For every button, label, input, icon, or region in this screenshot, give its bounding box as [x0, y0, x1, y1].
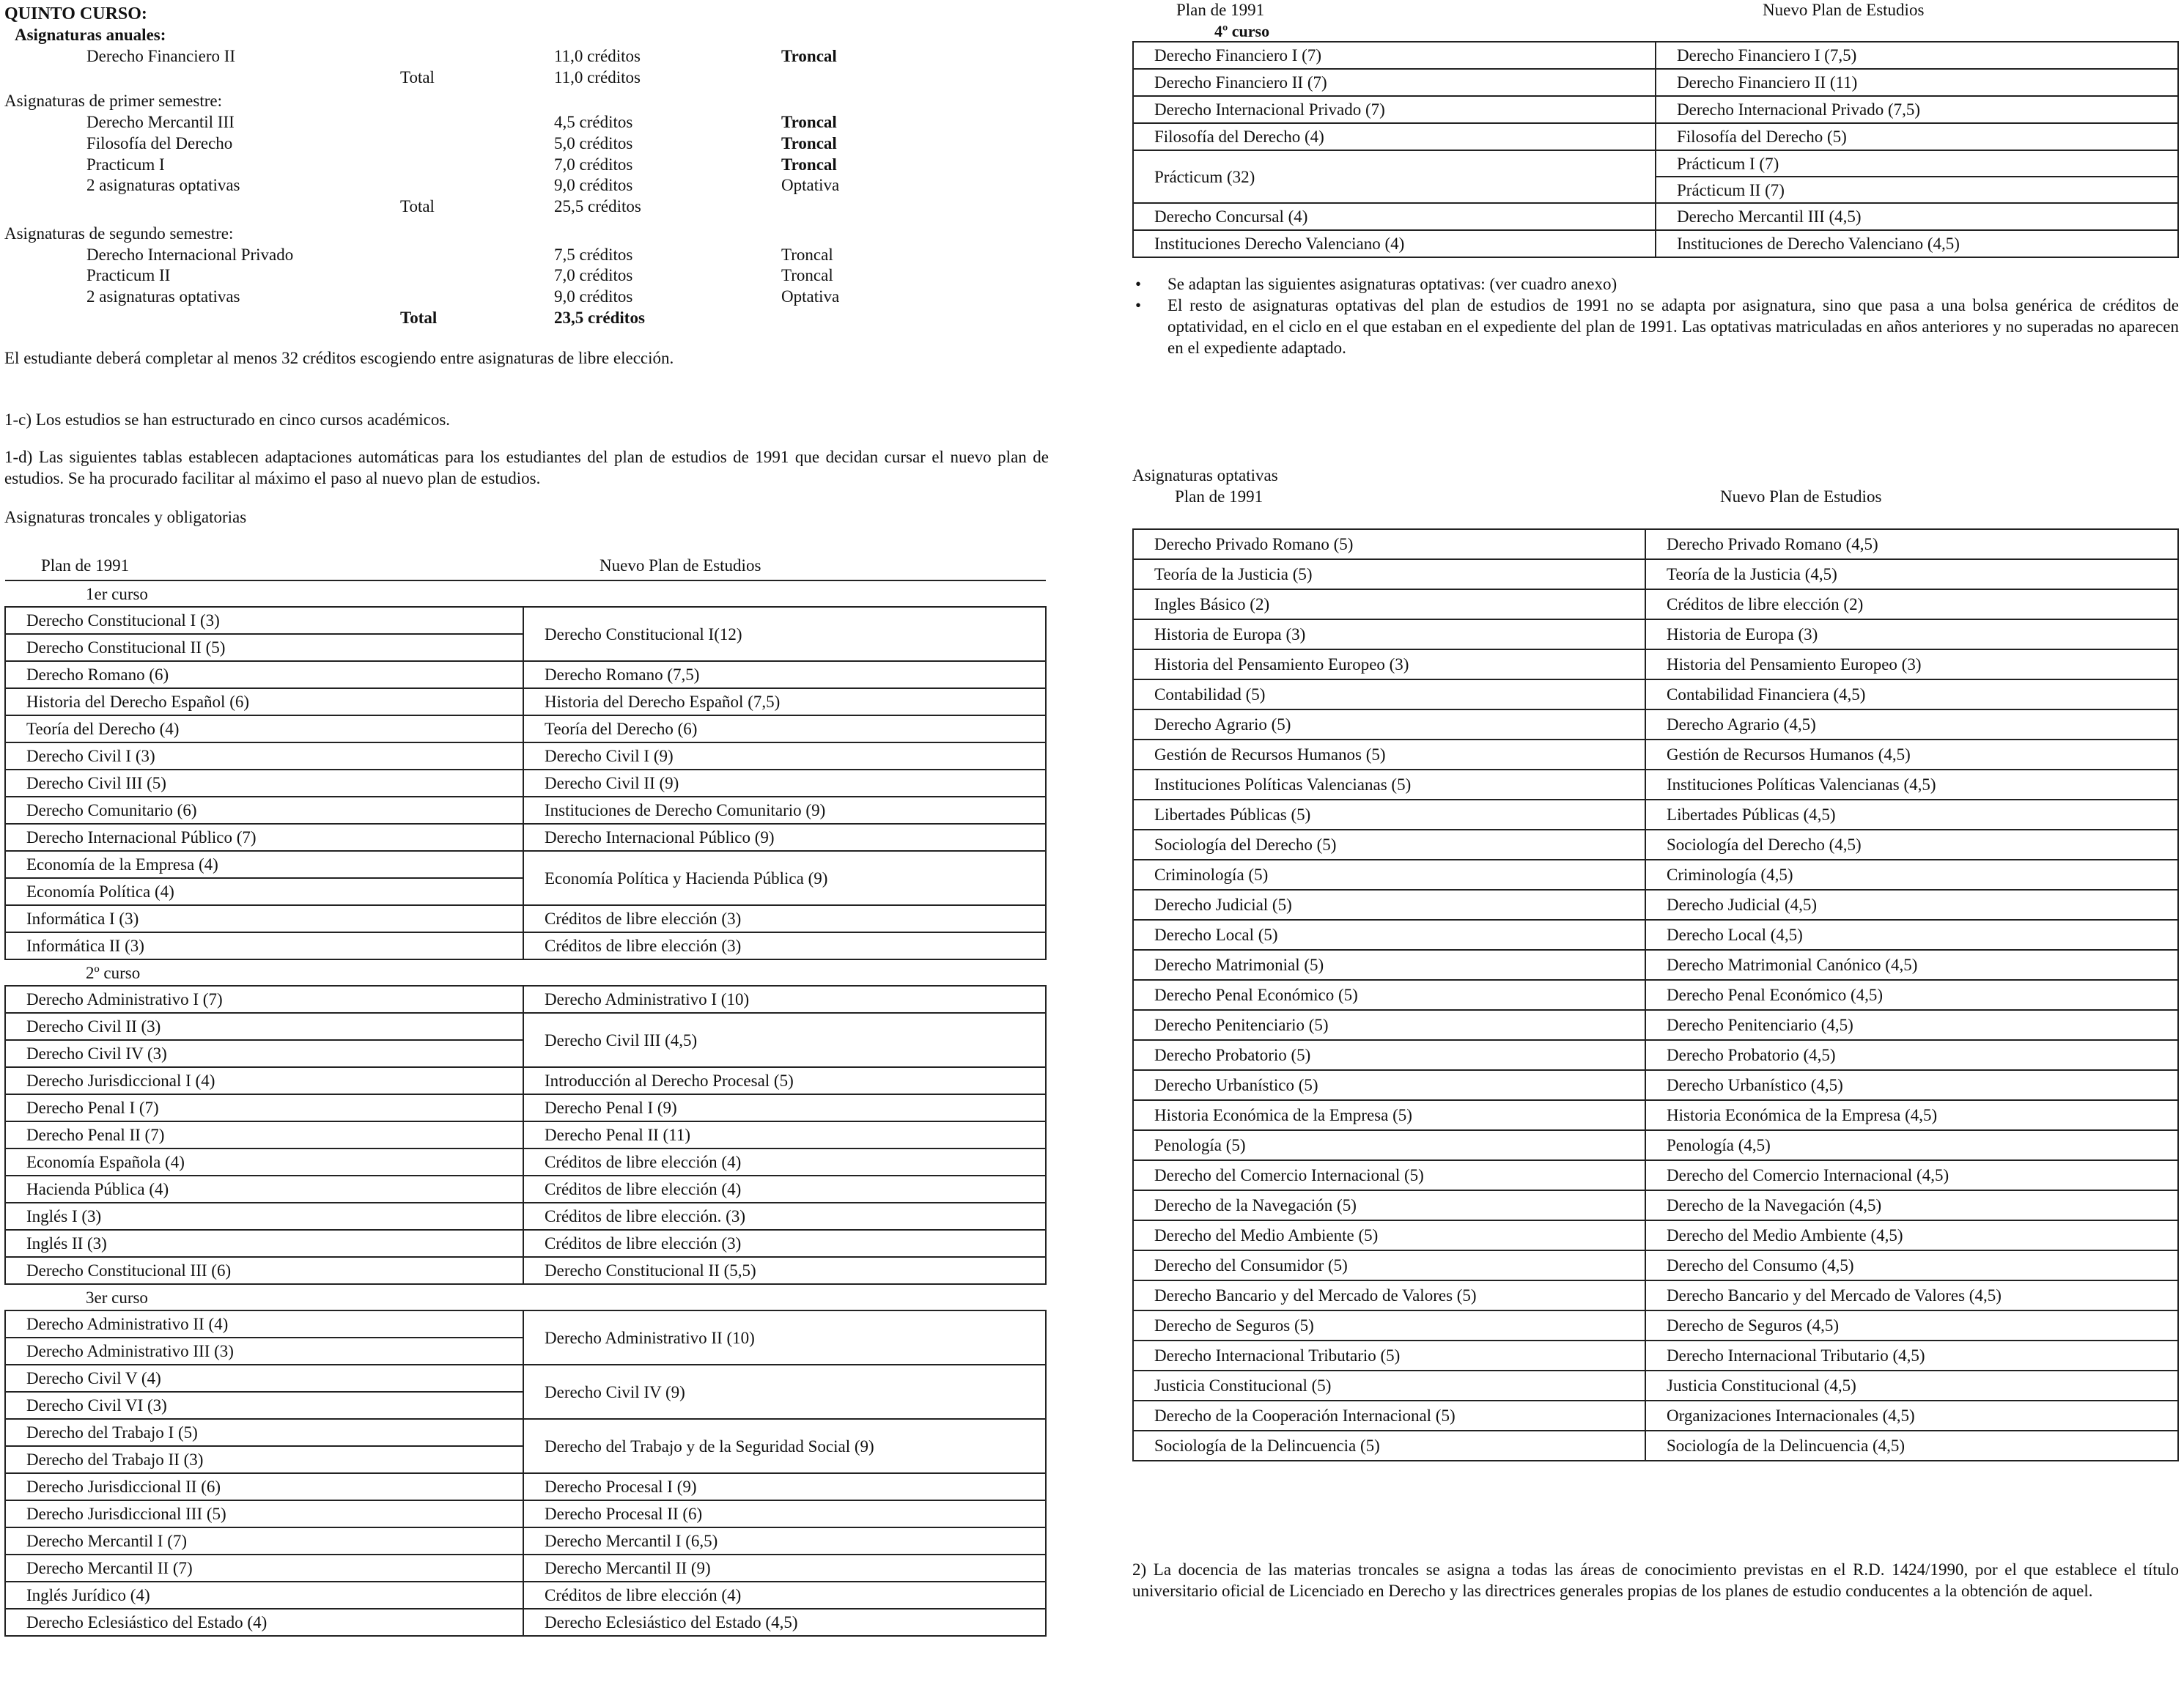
- course-name: Practicum II: [86, 266, 171, 285]
- new-subject: Derecho Mercantil III (4,5): [1656, 203, 2178, 230]
- old-subject: Derecho del Medio Ambiente (5): [1133, 1220, 1645, 1250]
- old-subject: Derecho Judicial (5): [1133, 890, 1645, 920]
- segundo-list: [4, 245, 1049, 308]
- new-subject: Historia de Europa (3): [1645, 619, 2178, 649]
- course-type: Troncal: [781, 245, 833, 264]
- table-row: [5, 1230, 1046, 1257]
- table-row: [5, 1609, 1046, 1636]
- old-subject: Inglés II (3): [5, 1230, 523, 1257]
- new-subject: Instituciones de Derecho Valenciano (4,5): [1656, 230, 2178, 257]
- old-subject: Instituciones Políticas Valencianas (5): [1133, 770, 1645, 800]
- course-type: Troncal: [781, 155, 837, 174]
- table-row: [1133, 649, 2178, 679]
- table-row: [5, 1527, 1046, 1555]
- header-new-plan: Nuevo Plan de Estudios: [600, 556, 761, 575]
- left-column: [4, 0, 1049, 1637]
- new-subject: Derecho del Comercio Internacional (4,5): [1645, 1160, 2178, 1190]
- new-subject: Derecho Privado Romano (4,5): [1645, 529, 2178, 559]
- table-row: [1133, 950, 2178, 980]
- table-row: [5, 1500, 1046, 1527]
- new-subject: Justicia Constitucional (4,5): [1645, 1371, 2178, 1401]
- course-row: [4, 245, 1049, 266]
- new-subject: Derecho Constitucional I(12): [523, 607, 1046, 661]
- course-row: [4, 175, 1049, 196]
- table-row: [1133, 69, 2178, 96]
- course-credits: 7,0 créditos: [554, 266, 633, 285]
- course-credits: 5,0 créditos: [554, 133, 633, 152]
- libre-eleccion-note: El estudiante deberá completar al menos 32 créditos escogiendo entre asignaturas de libre elección.: [4, 348, 674, 367]
- new-subject: Derecho Urbanístico (4,5): [1645, 1070, 2178, 1100]
- old-subject: Derecho Mercantil I (7): [5, 1527, 523, 1555]
- old-subject: Derecho Penal II (7): [5, 1121, 523, 1148]
- anuales-label: Asignaturas anuales:: [15, 26, 166, 44]
- new-subject: Derecho Internacional Tributario (4,5): [1645, 1341, 2178, 1371]
- table-row: [5, 688, 1046, 715]
- total-credits: 23,5 créditos: [554, 308, 645, 327]
- old-subject: Derecho Administrativo II (4): [5, 1310, 523, 1338]
- table-row: [5, 1013, 1046, 1040]
- new-subject: Teoría del Derecho (6): [523, 715, 1046, 742]
- curso4-table: [1132, 41, 2179, 258]
- anuales-total: [4, 67, 1049, 89]
- new-subject: Derecho Penal II (11): [523, 1121, 1046, 1148]
- section-row: [5, 959, 1046, 986]
- old-subject: Criminología (5): [1133, 860, 1645, 890]
- old-subject: Informática II (3): [5, 932, 523, 959]
- new-subject: Derecho Penal I (9): [523, 1094, 1046, 1121]
- old-subject: Derecho Probatorio (5): [1133, 1040, 1645, 1070]
- curso4-label: 4º curso: [1214, 21, 1270, 40]
- primer-total: [4, 196, 1049, 218]
- new-subject: Derecho Civil I (9): [523, 742, 1046, 770]
- table-row: [1133, 740, 2178, 770]
- table-header: [4, 556, 1049, 577]
- old-subject: Derecho Mercantil II (7): [5, 1555, 523, 1582]
- new-subject: Economía Política y Hacienda Pública (9): [523, 851, 1046, 905]
- segundo-label: Asignaturas de segundo semestre:: [4, 224, 234, 243]
- table-row: [1133, 619, 2178, 649]
- new-subject: Sociología del Derecho (4,5): [1645, 830, 2178, 860]
- course-type: Troncal: [781, 266, 833, 285]
- header-old-plan: Plan de 1991: [1176, 1, 1265, 19]
- table-row: [5, 851, 1046, 878]
- total-label: Total: [400, 197, 435, 215]
- new-subject: Derecho Matrimonial Canónico (4,5): [1645, 950, 2178, 980]
- old-subject: Derecho Internacional Público (7): [5, 824, 523, 851]
- course-type: Optativa: [781, 287, 840, 306]
- new-subject: Criminología (4,5): [1645, 860, 2178, 890]
- old-subject: Derecho Financiero II (7): [1133, 69, 1656, 96]
- table-row: [1133, 589, 2178, 619]
- old-subject: Derecho Jurisdiccional III (5): [5, 1500, 523, 1527]
- table-row: [5, 1555, 1046, 1582]
- course-row: [4, 112, 1049, 133]
- old-subject: Historia del Pensamiento Europeo (3): [1133, 649, 1645, 679]
- new-subject: Créditos de libre elección (4): [523, 1176, 1046, 1203]
- old-subject: Derecho Constitucional III (6): [5, 1257, 523, 1284]
- section-label: 3er curso: [5, 1284, 1046, 1310]
- new-subject: Créditos de libre elección (3): [523, 905, 1046, 932]
- course-name: Derecho Mercantil III: [86, 113, 235, 131]
- old-subject: Derecho Privado Romano (5): [1133, 529, 1645, 559]
- new-subject: Derecho de la Navegación (4,5): [1645, 1190, 2178, 1220]
- table-row: [1133, 1010, 2178, 1040]
- old-subject: Prácticum (32): [1133, 150, 1656, 203]
- new-subject: Prácticum II (7): [1656, 177, 2178, 203]
- old-subject: Teoría del Derecho (4): [5, 715, 523, 742]
- new-subject: Derecho de Seguros (4,5): [1645, 1310, 2178, 1341]
- old-subject: Derecho Local (5): [1133, 920, 1645, 950]
- section-row: [5, 580, 1046, 607]
- table-row: [5, 1257, 1046, 1284]
- old-subject: Ingles Básico (2): [1133, 589, 1645, 619]
- new-subject: Derecho Eclesiástico del Estado (4,5): [523, 1609, 1046, 1636]
- new-subject: Instituciones de Derecho Comunitario (9): [523, 797, 1046, 824]
- old-subject: Informática I (3): [5, 905, 523, 932]
- table-row: [5, 1365, 1046, 1392]
- table-row: [1133, 920, 2178, 950]
- table-row: [1133, 770, 2178, 800]
- course-name: Practicum I: [86, 155, 165, 174]
- table-row: [1133, 1070, 2178, 1100]
- course-type: Troncal: [781, 133, 837, 152]
- table-row: [1133, 96, 2178, 123]
- total-label: Total: [400, 67, 435, 86]
- new-subject: Instituciones Políticas Valencianas (4,5): [1645, 770, 2178, 800]
- table-row: [5, 1419, 1046, 1446]
- new-subject: Filosofía del Derecho (5): [1656, 123, 2178, 150]
- table-row: [1133, 1040, 2178, 1070]
- table-row: [1133, 123, 2178, 150]
- old-subject: Historia Económica de la Empresa (5): [1133, 1100, 1645, 1130]
- paragraph-1c: 1-c) Los estudios se han estructurado en cinco cursos académicos.: [4, 410, 451, 429]
- table-row: [1133, 230, 2178, 257]
- total-label: Total: [400, 308, 438, 327]
- new-subject: Derecho del Consumo (4,5): [1645, 1250, 2178, 1280]
- old-subject: Hacienda Pública (4): [5, 1176, 523, 1203]
- optativas-header: [1132, 487, 2179, 508]
- table-row: [1133, 709, 2178, 740]
- old-subject: Derecho del Comercio Internacional (5): [1133, 1160, 1645, 1190]
- old-subject: Derecho Internacional Tributario (5): [1133, 1341, 1645, 1371]
- new-subject: Contabilidad Financiera (4,5): [1645, 679, 2178, 709]
- optativas-table: [1132, 528, 2179, 1461]
- new-subject: Derecho del Medio Ambiente (4,5): [1645, 1220, 2178, 1250]
- new-subject: Derecho del Trabajo y de la Seguridad Social (9): [523, 1419, 1046, 1473]
- table-row: [5, 986, 1046, 1013]
- new-subject: Derecho Probatorio (4,5): [1645, 1040, 2178, 1070]
- new-subject: Derecho Romano (7,5): [523, 661, 1046, 688]
- table-row: [1133, 1371, 2178, 1401]
- course-row: [4, 46, 1049, 67]
- paragraph-1d: 1-d) Las siguientes tablas establecen adaptaciones automáticas para los estudiantes del plan de estudios de 1991 que decidan cursar el nuevo plan de estudios. Se ha procurado facilitar al máximo el paso al nuevo plan de estudios.: [4, 448, 1049, 487]
- section-row: [5, 1284, 1046, 1310]
- table-row: [1133, 1190, 2178, 1220]
- old-subject: Derecho Financiero I (7): [1133, 42, 1656, 69]
- header-new-plan: Nuevo Plan de Estudios: [1720, 487, 1882, 506]
- new-subject: Derecho Local (4,5): [1645, 920, 2178, 950]
- new-subject: Derecho Civil II (9): [523, 770, 1046, 797]
- old-subject: Derecho Administrativo III (3): [5, 1338, 523, 1365]
- new-subject: Derecho Penal Económico (4,5): [1645, 980, 2178, 1010]
- table-row: [5, 932, 1046, 959]
- new-subject: Derecho Mercantil I (6,5): [523, 1527, 1046, 1555]
- table-row: [1133, 800, 2178, 830]
- new-subject: Derecho Agrario (4,5): [1645, 709, 2178, 740]
- troncales-label: Asignaturas troncales y obligatorias: [4, 507, 247, 526]
- bullet-item: • El resto de asignaturas optativas del plan de estudios de 1991 no se adapta por asignatura, sino que pasa a una bolsa genérica de créditos de optatividad, en el ciclo en el que estaban en el expediente del plan de 1991. Las optativas matriculadas en años anteriores y no superadas no aparecen en el expediente adaptado.: [1151, 295, 2179, 358]
- table-row: [1133, 1250, 2178, 1280]
- old-subject: Derecho Internacional Privado (7): [1133, 96, 1656, 123]
- table-row: [5, 1582, 1046, 1609]
- section-label: 2º curso: [5, 959, 1046, 986]
- old-subject: Economía Española (4): [5, 1148, 523, 1176]
- table-row: [1133, 203, 2178, 230]
- new-subject: Derecho Procesal I (9): [523, 1473, 1046, 1500]
- table-row: [5, 661, 1046, 688]
- new-subject: Créditos de libre elección (2): [1645, 589, 2178, 619]
- header-old-plan: Plan de 1991: [41, 556, 130, 575]
- old-subject: Derecho Civil III (5): [5, 770, 523, 797]
- old-subject: Instituciones Derecho Valenciano (4): [1133, 230, 1656, 257]
- old-subject: Derecho Constitucional II (5): [5, 634, 523, 661]
- old-subject: Derecho Concursal (4): [1133, 203, 1656, 230]
- new-subject: Gestión de Recursos Humanos (4,5): [1645, 740, 2178, 770]
- course-row: [4, 133, 1049, 155]
- new-subject: Derecho Administrativo I (10): [523, 986, 1046, 1013]
- old-subject: Derecho Civil II (3): [5, 1013, 523, 1040]
- section-label: 1er curso: [5, 580, 1046, 607]
- new-subject: Derecho Financiero I (7,5): [1656, 42, 2178, 69]
- old-subject: Derecho Urbanístico (5): [1133, 1070, 1645, 1100]
- bullet-list: [1132, 274, 2179, 358]
- total-credits: 11,0 créditos: [554, 67, 641, 86]
- new-subject: Derecho Civil III (4,5): [523, 1013, 1046, 1067]
- table-row: [5, 1473, 1046, 1500]
- table-row: [5, 1067, 1046, 1094]
- table-row: [5, 1203, 1046, 1230]
- course-name: Filosofía del Derecho: [86, 133, 233, 152]
- course-credits: 7,0 créditos: [554, 155, 633, 174]
- new-subject: Derecho Administrativo II (10): [523, 1310, 1046, 1365]
- table-row: [1133, 830, 2178, 860]
- old-subject: Libertades Públicas (5): [1133, 800, 1645, 830]
- table-row: [1133, 1310, 2178, 1341]
- old-subject: Derecho Jurisdiccional I (4): [5, 1067, 523, 1094]
- table-row: [1133, 1100, 2178, 1130]
- table-row: [5, 1121, 1046, 1148]
- table-row: [1133, 890, 2178, 920]
- old-subject: Derecho Eclesiástico del Estado (4): [5, 1609, 523, 1636]
- table-row: [5, 905, 1046, 932]
- old-subject: Sociología del Derecho (5): [1133, 830, 1645, 860]
- old-subject: Derecho de la Cooperación Internacional (5): [1133, 1401, 1645, 1431]
- old-subject: Derecho del Trabajo II (3): [5, 1446, 523, 1473]
- old-subject: Derecho Civil VI (3): [5, 1392, 523, 1419]
- new-subject: Libertades Públicas (4,5): [1645, 800, 2178, 830]
- old-subject: Derecho del Consumidor (5): [1133, 1250, 1645, 1280]
- old-subject: Filosofía del Derecho (4): [1133, 123, 1656, 150]
- table-row: [5, 797, 1046, 824]
- table-row: [1133, 860, 2178, 890]
- primer-label: Asignaturas de primer semestre:: [4, 92, 222, 111]
- new-subject: Introducción al Derecho Procesal (5): [523, 1067, 1046, 1094]
- old-subject: Penología (5): [1133, 1130, 1645, 1160]
- primer-list: [4, 112, 1049, 196]
- course-row: [4, 155, 1049, 176]
- course-credits: 4,5 créditos: [554, 113, 633, 131]
- old-subject: Inglés I (3): [5, 1203, 523, 1230]
- old-subject: Derecho Agrario (5): [1133, 709, 1645, 740]
- old-subject: Derecho Penal I (7): [5, 1094, 523, 1121]
- new-subject: Derecho Penitenciario (4,5): [1645, 1010, 2178, 1040]
- course-row: [4, 287, 1049, 308]
- old-subject: Derecho Penal Económico (5): [1133, 980, 1645, 1010]
- right-column: [1132, 0, 2179, 1601]
- course-type: Troncal: [781, 113, 837, 131]
- table-row: [1133, 1431, 2178, 1461]
- new-subject: Derecho Mercantil II (9): [523, 1555, 1046, 1582]
- new-subject: Créditos de libre elección (4): [523, 1148, 1046, 1176]
- table-row: [5, 742, 1046, 770]
- course-name: 2 asignaturas optativas: [86, 176, 240, 195]
- new-subject: Derecho Bancario y del Mercado de Valores (4,5): [1645, 1280, 2178, 1310]
- new-subject: Créditos de libre elección (3): [523, 932, 1046, 959]
- old-subject: Gestión de Recursos Humanos (5): [1133, 740, 1645, 770]
- optativas-label: Asignaturas optativas: [1132, 466, 1278, 485]
- course-type: Optativa: [781, 176, 840, 195]
- new-subject: Teoría de la Justicia (4,5): [1645, 559, 2178, 589]
- old-subject: Derecho del Trabajo I (5): [5, 1419, 523, 1446]
- old-subject: Derecho Matrimonial (5): [1133, 950, 1645, 980]
- old-subject: Derecho Administrativo I (7): [5, 986, 523, 1013]
- table-row: [5, 824, 1046, 851]
- old-subject: Justicia Constitucional (5): [1133, 1371, 1645, 1401]
- old-subject: Derecho Romano (6): [5, 661, 523, 688]
- table-row: [5, 1148, 1046, 1176]
- new-subject: Penología (4,5): [1645, 1130, 2178, 1160]
- old-subject: Derecho Jurisdiccional II (6): [5, 1473, 523, 1500]
- new-subject: Historia Económica de la Empresa (4,5): [1645, 1100, 2178, 1130]
- old-subject: Teoría de la Justicia (5): [1133, 559, 1645, 589]
- old-subject: Inglés Jurídico (4): [5, 1582, 523, 1609]
- table-row: [1133, 679, 2178, 709]
- new-subject: Derecho Internacional Público (9): [523, 824, 1046, 851]
- new-subject: Organizaciones Internacionales (4,5): [1645, 1401, 2178, 1431]
- total-credits: 25,5 créditos: [554, 197, 641, 215]
- course-name: Derecho Internacional Privado: [86, 245, 294, 264]
- old-subject: Derecho Comunitario (6): [5, 797, 523, 824]
- old-subject: Derecho Bancario y del Mercado de Valores (5): [1133, 1280, 1645, 1310]
- new-subject: Derecho Procesal II (6): [523, 1500, 1046, 1527]
- old-subject: Economía Política (4): [5, 878, 523, 905]
- new-subject: Derecho Civil IV (9): [523, 1365, 1046, 1419]
- table4-header: [1132, 0, 2179, 21]
- new-subject: Créditos de libre elección (4): [523, 1582, 1046, 1609]
- new-subject: Prácticum I (7): [1656, 150, 2178, 177]
- old-subject: Derecho de la Navegación (5): [1133, 1190, 1645, 1220]
- old-subject: Derecho Civil IV (3): [5, 1040, 523, 1067]
- course-credits: 7,5 créditos: [554, 245, 633, 264]
- new-subject: Sociología de la Delincuencia (4,5): [1645, 1431, 2178, 1461]
- old-subject: Derecho de Seguros (5): [1133, 1310, 1645, 1341]
- header-new-plan: Nuevo Plan de Estudios: [1763, 1, 1925, 19]
- old-subject: Derecho Civil I (3): [5, 742, 523, 770]
- table-row: [1133, 559, 2178, 589]
- table-row: [1133, 1160, 2178, 1190]
- header-old-plan: Plan de 1991: [1175, 487, 1263, 506]
- new-subject: Derecho Judicial (4,5): [1645, 890, 2178, 920]
- new-subject: Historia del Derecho Español (7,5): [523, 688, 1046, 715]
- new-subject: Créditos de libre elección (3): [523, 1230, 1046, 1257]
- table-row: [1133, 42, 2178, 69]
- course-type: Troncal: [781, 46, 837, 65]
- course-name: Derecho Financiero II: [86, 46, 236, 65]
- new-subject: Derecho Internacional Privado (7,5): [1656, 96, 2178, 123]
- troncales-table: [4, 580, 1047, 1637]
- course-credits: 11,0 créditos: [554, 46, 641, 65]
- table-row: [5, 1094, 1046, 1121]
- table-row: [1133, 1280, 2178, 1310]
- paragraph-2: 2) La docencia de las materias troncales se asigna a todas las áreas de conocimiento previstas en el R.D. 1424/1990, por el que establece el título universitario oficial de Licenciado en Derecho y las directrices generales propias de los planes de estudio conducentes a la obtención de aquel.: [1132, 1560, 2179, 1600]
- table-row: [5, 607, 1046, 634]
- old-subject: Sociología de la Delincuencia (5): [1133, 1431, 1645, 1461]
- course-credits: 9,0 créditos: [554, 176, 633, 195]
- new-subject: Historia del Pensamiento Europeo (3): [1645, 649, 2178, 679]
- table-row: [5, 715, 1046, 742]
- new-subject: Derecho Financiero II (11): [1656, 69, 2178, 96]
- table-row: [1133, 529, 2178, 559]
- old-subject: Derecho Constitucional I (3): [5, 607, 523, 634]
- table-row: [1133, 150, 2178, 177]
- new-subject: Derecho Constitucional II (5,5): [523, 1257, 1046, 1284]
- table-row: [1133, 980, 2178, 1010]
- anuales-list: [4, 46, 1049, 67]
- old-subject: Economía de la Empresa (4): [5, 851, 523, 878]
- old-subject: Contabilidad (5): [1133, 679, 1645, 709]
- segundo-total: [4, 308, 1049, 329]
- course-row: [4, 265, 1049, 287]
- table-row: [1133, 1401, 2178, 1431]
- new-subject: Créditos de libre elección. (3): [523, 1203, 1046, 1230]
- old-subject: Derecho Penitenciario (5): [1133, 1010, 1645, 1040]
- quinto-title: QUINTO CURSO:: [4, 4, 147, 23]
- course-name: 2 asignaturas optativas: [86, 287, 240, 306]
- old-subject: Derecho Civil V (4): [5, 1365, 523, 1392]
- old-subject: Historia de Europa (3): [1133, 619, 1645, 649]
- table-row: [1133, 1220, 2178, 1250]
- table-row: [1133, 1130, 2178, 1160]
- old-subject: Historia del Derecho Español (6): [5, 688, 523, 715]
- course-credits: 9,0 créditos: [554, 287, 633, 306]
- table-row: [1133, 1341, 2178, 1371]
- table-row: [5, 1310, 1046, 1338]
- table-row: [5, 770, 1046, 797]
- bullet-item: • Se adaptan las siguientes asignaturas optativas: (ver cuadro anexo): [1151, 274, 2179, 295]
- table-row: [5, 1176, 1046, 1203]
